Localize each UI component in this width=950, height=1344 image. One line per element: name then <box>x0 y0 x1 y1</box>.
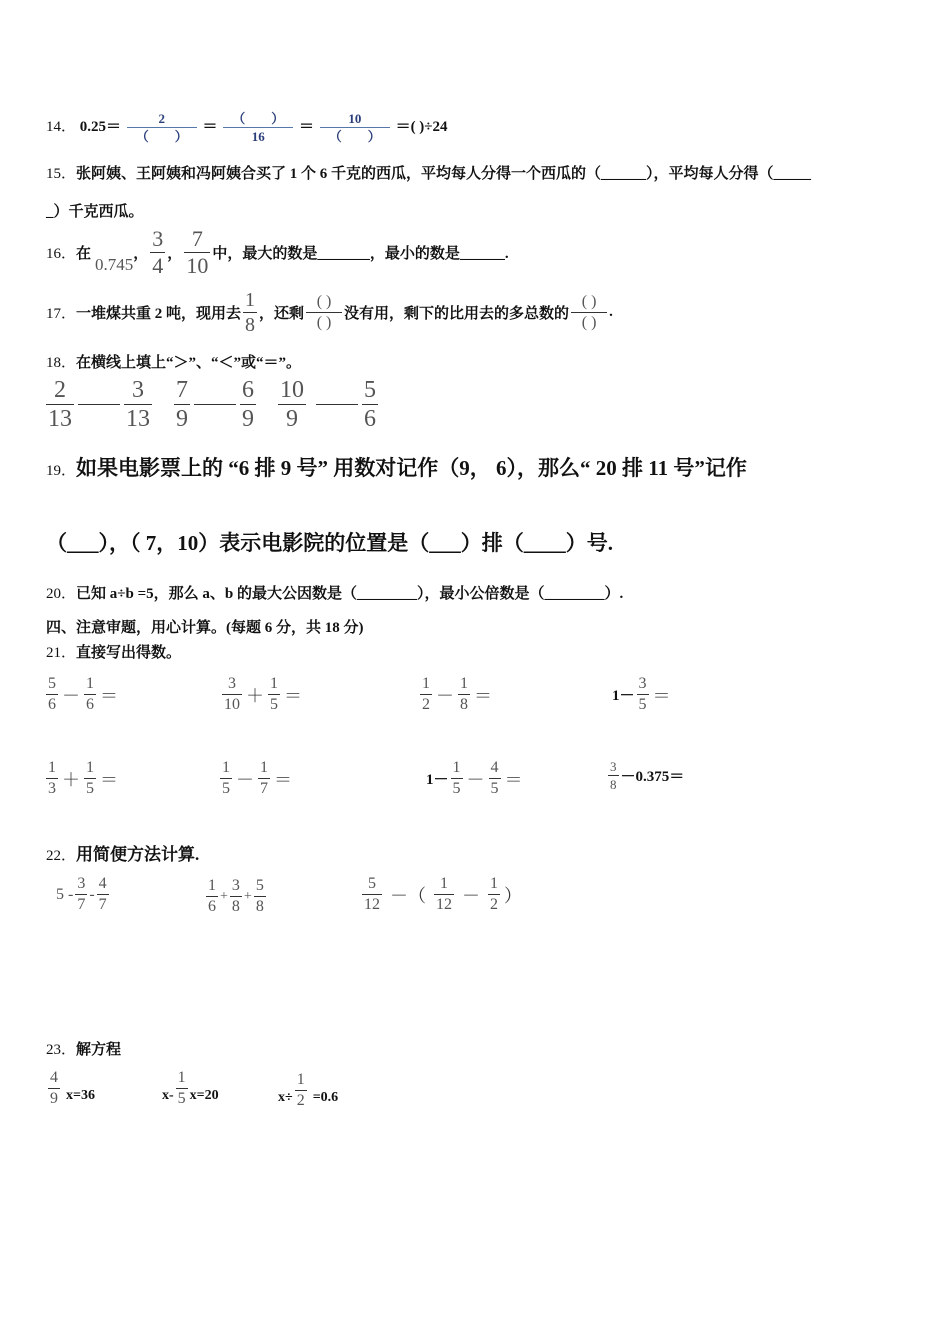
fraction <box>268 676 280 713</box>
numerator: 1 <box>270 675 278 692</box>
numerator: 3 <box>610 759 617 774</box>
q23-title: 解方程 <box>76 1042 122 1058</box>
equals-sign: ＝ <box>652 685 671 706</box>
q21-title: 直接写出得数。 <box>76 645 182 661</box>
denominator: 7 <box>77 896 86 913</box>
numerator: 1 <box>245 289 256 311</box>
q18-frac-6-9 <box>240 378 256 431</box>
denominator: 2 <box>422 696 430 713</box>
q23-eq3-tail: =0.6 <box>312 1090 339 1105</box>
denominator: 6 <box>208 898 216 915</box>
denominator: 5 <box>86 780 94 797</box>
fraction <box>75 876 87 913</box>
numerator: ( ) <box>316 293 332 310</box>
denominator: 2 <box>490 896 498 913</box>
equals-sign: ＝ <box>274 769 292 790</box>
q21-problem-7 <box>426 760 525 797</box>
q14-fraction-3 <box>320 112 390 143</box>
q16-text-a: 在 <box>76 246 92 262</box>
numerator: 1 <box>260 759 268 776</box>
q21-p4-lead: 1－ <box>612 688 635 704</box>
question-21 <box>46 641 181 662</box>
question-23 <box>46 1038 121 1059</box>
denominator: 13 <box>48 406 72 432</box>
q21-problem-3 <box>418 676 494 713</box>
q17-text-a: 一堆煤共重 2 吨，现用去 <box>76 306 242 322</box>
question-number: 23． <box>46 1042 77 1058</box>
q19-text-2: （___），（ 7，10）表示电影院的位置是（___）排（____）号. <box>46 531 613 555</box>
q18-frac-3-13 <box>124 378 152 431</box>
question-number: 21． <box>46 645 77 661</box>
denominator: 6 <box>364 406 376 432</box>
fraction <box>451 760 463 797</box>
fraction <box>230 878 242 915</box>
numerator: 5 <box>48 675 56 692</box>
numerator: 1 <box>48 759 56 776</box>
numerator: 3 <box>77 875 86 892</box>
fraction <box>206 878 218 915</box>
q15-text-2: _）千克西瓜。 <box>46 204 144 220</box>
numerator: 1 <box>440 875 448 892</box>
q18-frac-10-9 <box>278 378 306 431</box>
equals-sign: ＝ <box>100 769 118 790</box>
numerator: 4 <box>490 759 499 776</box>
denominator: ( ) <box>581 314 597 331</box>
q23-eq2-tail: x=20 <box>189 1088 219 1103</box>
fraction <box>434 876 454 913</box>
numerator: 3 <box>231 877 240 894</box>
q16-fraction-2 <box>184 228 210 277</box>
numerator: 1 <box>296 1071 305 1088</box>
comparison-blank <box>194 404 236 405</box>
q22-title: 用简便方法计算. <box>76 845 200 864</box>
comma: ， <box>167 246 183 262</box>
numerator: 1 <box>86 759 94 776</box>
operator: ＋ <box>62 769 80 790</box>
fraction <box>458 676 470 713</box>
denominator: 8 <box>231 898 240 915</box>
operator: － <box>62 685 80 706</box>
question-number: 17． <box>46 306 77 322</box>
q14-tail: ＝( )÷24 <box>395 118 448 135</box>
question-number: 16． <box>46 246 77 262</box>
numerator: 10 <box>280 377 304 403</box>
denominator: 5 <box>452 780 461 797</box>
numerator: 1 <box>208 877 216 894</box>
q17-text-c: 没有用，剩下的比用去的多总数的 <box>344 306 570 322</box>
fraction <box>488 876 500 913</box>
q21-p8-tail: －0.375＝ <box>620 769 685 785</box>
q16-text-b: 中，最大的数是_______，最小的数是______. <box>212 246 509 262</box>
numerator: 3 <box>638 675 647 692</box>
question-14 <box>46 112 448 143</box>
denominator: 5 <box>270 696 278 713</box>
fraction <box>295 1072 307 1109</box>
fraction <box>420 676 432 713</box>
q20-text: 已知 a÷b =5，那么 a、b 的最大公因数是（________），最小公倍数是（________）. <box>76 586 624 602</box>
fraction <box>489 760 501 797</box>
section-4-title <box>46 616 364 637</box>
q22-expression-1 <box>56 876 111 913</box>
question-number: 20． <box>46 586 77 602</box>
q18-frac-2-13 <box>46 378 74 431</box>
numerator: 6 <box>242 377 254 403</box>
question-22 <box>46 840 199 865</box>
q17-fraction-1 <box>243 290 257 335</box>
question-number: 22． <box>46 848 77 864</box>
denominator: 2 <box>296 1092 305 1109</box>
question-number: 15． <box>46 166 77 182</box>
fraction <box>46 676 58 713</box>
q23-eq2-lead: x- <box>162 1088 174 1103</box>
numerator: 7 <box>191 226 203 251</box>
q21-problem-1 <box>44 676 120 713</box>
operator: － <box>462 885 480 906</box>
equals-sign: ＝ <box>202 118 218 135</box>
denominator: （ ） <box>328 129 381 144</box>
equals-sign: ＝ <box>100 685 118 706</box>
fraction <box>362 876 382 913</box>
operator: + <box>220 888 228 904</box>
numerator: 1 <box>177 1069 186 1086</box>
denominator: 8 <box>460 696 468 713</box>
numerator: 3 <box>152 226 164 251</box>
numerator: 1 <box>222 759 230 776</box>
fraction <box>46 760 58 797</box>
question-20 <box>46 582 623 603</box>
operator: － <box>436 685 454 706</box>
equals-sign: ＝ <box>474 685 492 706</box>
fraction <box>637 676 649 713</box>
denominator: 9 <box>50 1090 58 1107</box>
comparison-blank <box>316 404 358 405</box>
numerator: 2 <box>158 111 166 126</box>
q15-text-1: 张阿姨、王阿姨和冯阿姨合买了 1 个 6 千克的西瓜，平均每人分得一个西瓜的（______），平均每人分得（_____ <box>76 166 812 182</box>
equals-sign: ＝ <box>299 118 315 135</box>
numerator: 3 <box>132 377 144 403</box>
q21-problem-4 <box>612 676 673 713</box>
comma: ， <box>133 246 149 262</box>
denominator: 10 <box>186 253 209 278</box>
denominator: 8 <box>610 777 617 792</box>
q23-eq3-lead: x÷ <box>278 1090 293 1105</box>
denominator: 9 <box>242 406 254 432</box>
denominator: 5 <box>222 780 230 797</box>
q22-e1-lead: 5 - <box>56 885 74 903</box>
q22-expression-3 <box>360 876 524 913</box>
q23-equation-3 <box>278 1072 338 1109</box>
numerator: （ ） <box>232 111 285 126</box>
denominator: 3 <box>48 780 56 797</box>
fraction <box>48 1070 60 1107</box>
fraction <box>222 676 242 713</box>
q16-fraction-1 <box>150 228 165 277</box>
question-15-line-2 <box>46 200 144 221</box>
denominator: 10 <box>224 696 240 713</box>
question-number: 14． <box>46 118 77 135</box>
numerator: 1 <box>452 759 461 776</box>
fraction <box>258 760 270 797</box>
q14-fraction-2 <box>223 112 293 143</box>
denominator: （ ） <box>135 129 188 144</box>
section-title: 四、注意审题，用心计算。(每题 6 分，共 18 分) <box>46 620 364 636</box>
q14-lead: 0.25＝ <box>79 118 122 135</box>
denominator: 16 <box>251 129 265 144</box>
question-17 <box>46 290 613 335</box>
q18-frac-5-6 <box>362 378 378 431</box>
q23-equation-1 <box>46 1070 95 1107</box>
numerator: 1 <box>460 675 468 692</box>
q23-eq1-tail: x=36 <box>66 1088 95 1103</box>
q18-frac-7-9 <box>174 378 190 431</box>
operator: - <box>89 885 95 903</box>
q21-problem-5 <box>44 760 120 797</box>
q18-comparisons <box>44 378 380 431</box>
fraction <box>220 760 232 797</box>
denominator: 9 <box>286 406 298 432</box>
numerator: 5 <box>368 875 376 892</box>
q17-fraction-2 <box>306 294 342 331</box>
denominator: 12 <box>436 896 452 913</box>
q21-problem-2 <box>220 676 304 713</box>
denominator: 8 <box>245 314 256 336</box>
q14-fraction-1 <box>127 112 197 143</box>
question-18 <box>46 351 301 372</box>
q23-equation-2 <box>162 1070 219 1107</box>
fraction <box>97 876 109 913</box>
numerator: 4 <box>50 1069 58 1086</box>
denominator: ( ) <box>316 314 332 331</box>
operator: － <box>236 769 254 790</box>
denominator: 5 <box>177 1090 186 1107</box>
numerator: ( ) <box>581 293 597 310</box>
numerator: 10 <box>348 111 362 126</box>
operator: + <box>243 888 252 904</box>
q21-problem-8 <box>606 760 684 791</box>
denominator: 6 <box>86 696 94 713</box>
q17-fraction-3 <box>571 294 607 331</box>
denominator: 6 <box>48 696 56 713</box>
operator: － <box>466 769 485 790</box>
q19-text-1: 如果电影票上的 “6 排 9 号” 用数对记作（9， 6），那么“ 20 排 11 号”记作 <box>76 456 747 480</box>
operator: ＋ <box>246 685 264 706</box>
denominator: 7 <box>260 780 268 797</box>
denominator: 8 <box>255 898 264 915</box>
numerator: 1 <box>86 675 94 692</box>
question-number: 18． <box>46 355 77 371</box>
question-15-line-1 <box>46 162 811 183</box>
q22-expression-2 <box>204 878 268 915</box>
numerator: 5 <box>364 377 376 403</box>
comparison-blank <box>78 404 120 405</box>
numerator: 3 <box>228 675 236 692</box>
fraction <box>254 878 266 915</box>
period: . <box>609 304 613 320</box>
q21-p7-lead: 1－ <box>426 772 449 788</box>
fraction <box>84 760 96 797</box>
question-16 <box>46 228 509 277</box>
operator: －（ <box>390 885 426 906</box>
question-19-line-1 <box>46 452 747 482</box>
q17-text-b: ，还剩 <box>259 306 305 322</box>
fraction <box>608 760 619 791</box>
question-number: 19． <box>46 463 77 479</box>
fraction <box>84 676 96 713</box>
question-19-line-2 <box>46 527 613 557</box>
fraction <box>176 1070 188 1107</box>
numerator: 7 <box>176 377 188 403</box>
denominator: 7 <box>98 896 107 913</box>
numerator: 2 <box>54 377 66 403</box>
denominator: 9 <box>176 406 188 432</box>
numerator: 1 <box>490 875 498 892</box>
denominator: 5 <box>490 780 499 797</box>
denominator: 13 <box>126 406 150 432</box>
q21-problem-6 <box>218 760 294 797</box>
numerator: 4 <box>98 875 107 892</box>
close-paren: ） <box>504 885 522 906</box>
q16-decimal: 0.745 <box>95 254 134 274</box>
numerator: 1 <box>422 675 430 692</box>
denominator: 5 <box>638 696 647 713</box>
equals-sign: ＝ <box>284 685 302 706</box>
numerator: 5 <box>255 877 264 894</box>
equals-sign: ＝ <box>504 769 523 790</box>
denominator: 12 <box>364 896 380 913</box>
denominator: 4 <box>152 253 164 278</box>
q18-text: 在横线上填上“＞”、“＜”或“＝”。 <box>76 355 302 371</box>
